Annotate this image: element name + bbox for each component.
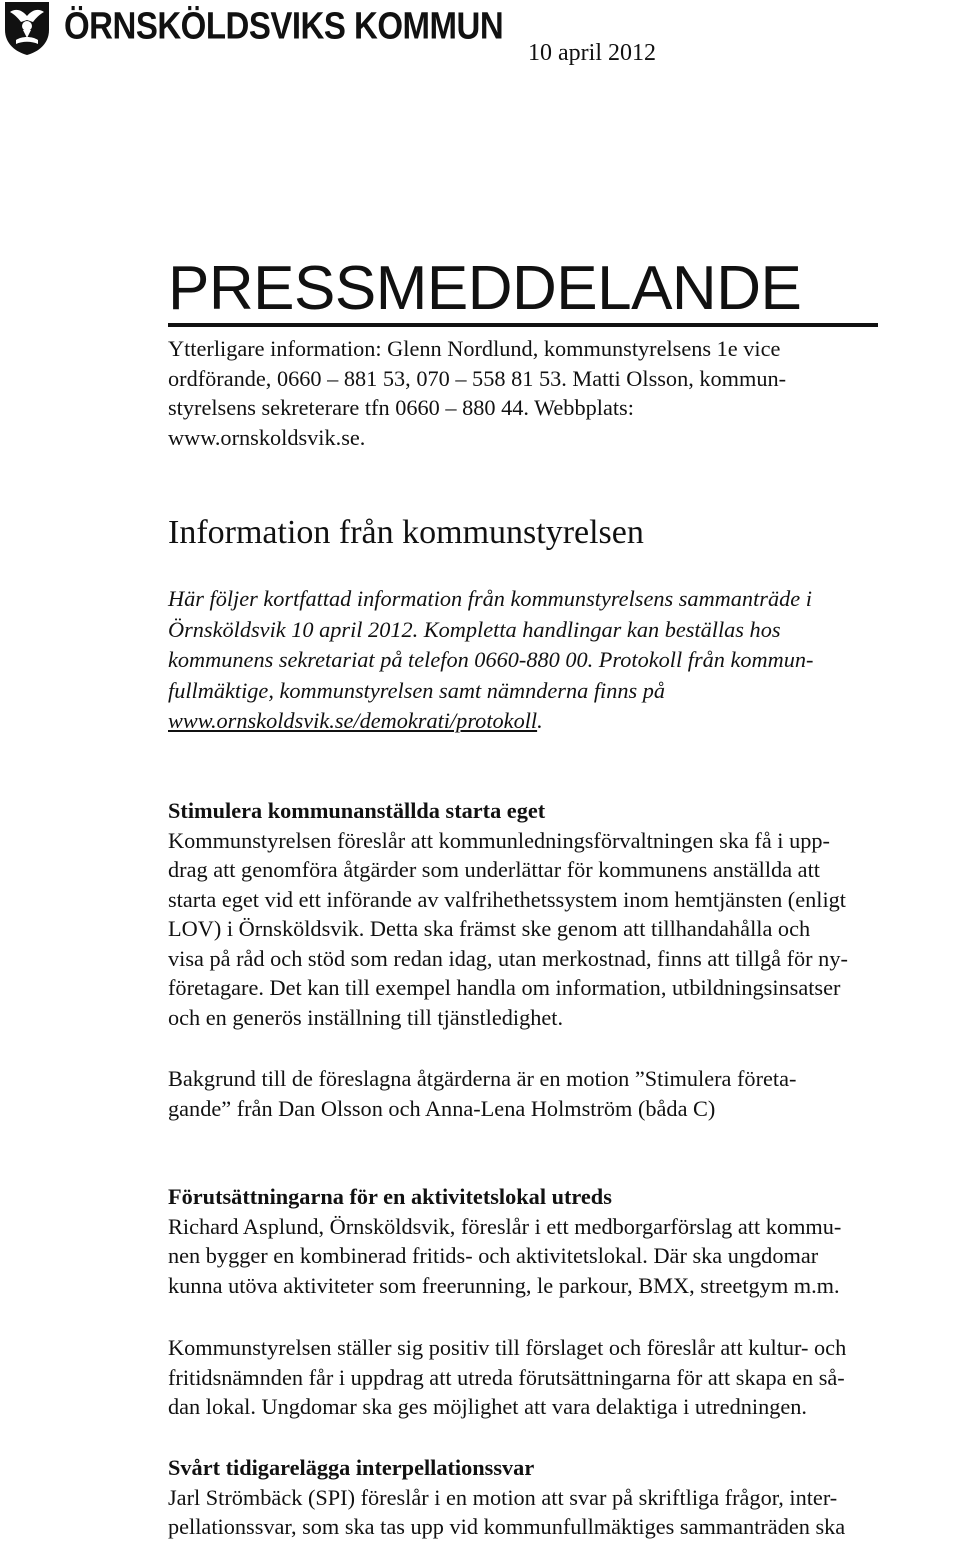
intro-line: Örnsköldsvik 10 april 2012. Kompletta handlingar kan beställas hos: [168, 616, 781, 642]
article-interpellation: [168, 1453, 928, 1542]
article-line: Richard Asplund, Örnsköldsvik, föreslår i ett medborgarförslag att kommu-: [168, 1213, 842, 1239]
article-line: Jarl Strömbäck (SPI) föreslår i en motion att svar på skriftliga frågor, inter-: [168, 1484, 838, 1510]
intro-line: kommunens sekretariat på telefon 0660-880 00. Protokoll från kommun-: [168, 647, 814, 672]
article-line: företagare. Det kan till exempel handla om information, utbildningsinsatser: [168, 975, 841, 1000]
article-heading: Svårt tidigarelägga interpellationssvar: [168, 1455, 535, 1480]
article-line: Bakgrund till de föreslagna åtgärderna är en motion ”Stimulera företa-: [168, 1066, 797, 1091]
article-background: [168, 1064, 928, 1123]
contact-info: [168, 334, 928, 452]
page-title: PRESSMEDDELANDE: [168, 254, 802, 323]
contact-line: Ytterligare information: Glenn Nordlund, kommunstyrelsens 1e vice: [168, 336, 781, 361]
contact-line: styrelsens sekreterare tfn 0660 – 880 44. Webbplats:: [168, 395, 634, 420]
article-aktivitetslokal: [168, 1182, 928, 1300]
protocol-link[interactable]: www.ornskoldsvik.se/demokrati/protokoll: [168, 708, 538, 733]
article-line: kunna utöva aktiviteter som freerunning, le parkour, BMX, streetgym m.m.: [168, 1272, 840, 1298]
intro-paragraph: [168, 584, 928, 737]
article-line: dan lokal. Ungdomar ska ges möjlighet att vara delaktiga i utredningen.: [168, 1394, 807, 1419]
article-aktivitetslokal-cont: [168, 1333, 928, 1422]
article-line: pellationssvar, som ska tas upp vid kommunfullmäktiges sammanträden ska: [168, 1514, 846, 1539]
article-stimulera: [168, 796, 928, 1032]
title-underline: [168, 323, 878, 327]
intro-line: fullmäktige, kommunstyrelsen samt nämnderna finns på: [168, 677, 666, 703]
contact-line: ordförande, 0660 – 881 53, 070 – 558 81 53. Matti Olsson, kommun-: [168, 365, 787, 391]
article-line: drag att genomföra åtgärder som underlättar för kommunens anställda att: [168, 857, 820, 882]
coat-of-arms-icon: [2, 0, 52, 56]
article-line: LOV) i Örnsköldsvik. Detta ska främst ske genom att tillhandahålla och: [168, 916, 811, 941]
contact-line: www.ornskoldsvik.se.: [168, 424, 366, 450]
article-line: Kommunstyrelsen föreslår att kommunledningsförvaltningen ska få i upp-: [168, 827, 830, 853]
section-heading: Information från kommunstyrelsen: [168, 514, 644, 551]
article-line: starta eget vid ett införande av valfrihethetssystem inom hemtjänsten (enligt: [168, 886, 846, 912]
municipality-logo-text: ÖRNSKÖLDSVIKS KOMMUN: [64, 4, 504, 47]
article-line: Kommunstyrelsen ställer sig positiv till förslaget och föreslår att kultur- och: [168, 1335, 847, 1360]
article-line: och en generös inställning till tjänstledighet.: [168, 1004, 564, 1030]
article-line: visa på råd och stöd som redan idag, utan merkostnad, finns att tillgå för ny-: [168, 945, 848, 971]
article-heading: Stimulera kommunanställda starta eget: [168, 798, 546, 823]
article-line: gande” från Dan Olsson och Anna-Lena Holmström (båda C): [168, 1095, 716, 1121]
intro-line: Här följer kortfattad information från kommunstyrelsens sammanträde i: [168, 586, 812, 611]
article-heading: Förutsättningarna för en aktivitetslokal utreds: [168, 1184, 612, 1209]
article-line: nen bygger en kombinerad fritids- och aktivitetslokal. Där ska ungdomar: [168, 1243, 819, 1268]
article-line: fritidsnämnden får i uppdrag att utreda förutsättningarna för att skapa en så-: [168, 1364, 845, 1390]
link-suffix: .: [537, 708, 543, 733]
document-date: 10 april 2012: [528, 40, 656, 66]
